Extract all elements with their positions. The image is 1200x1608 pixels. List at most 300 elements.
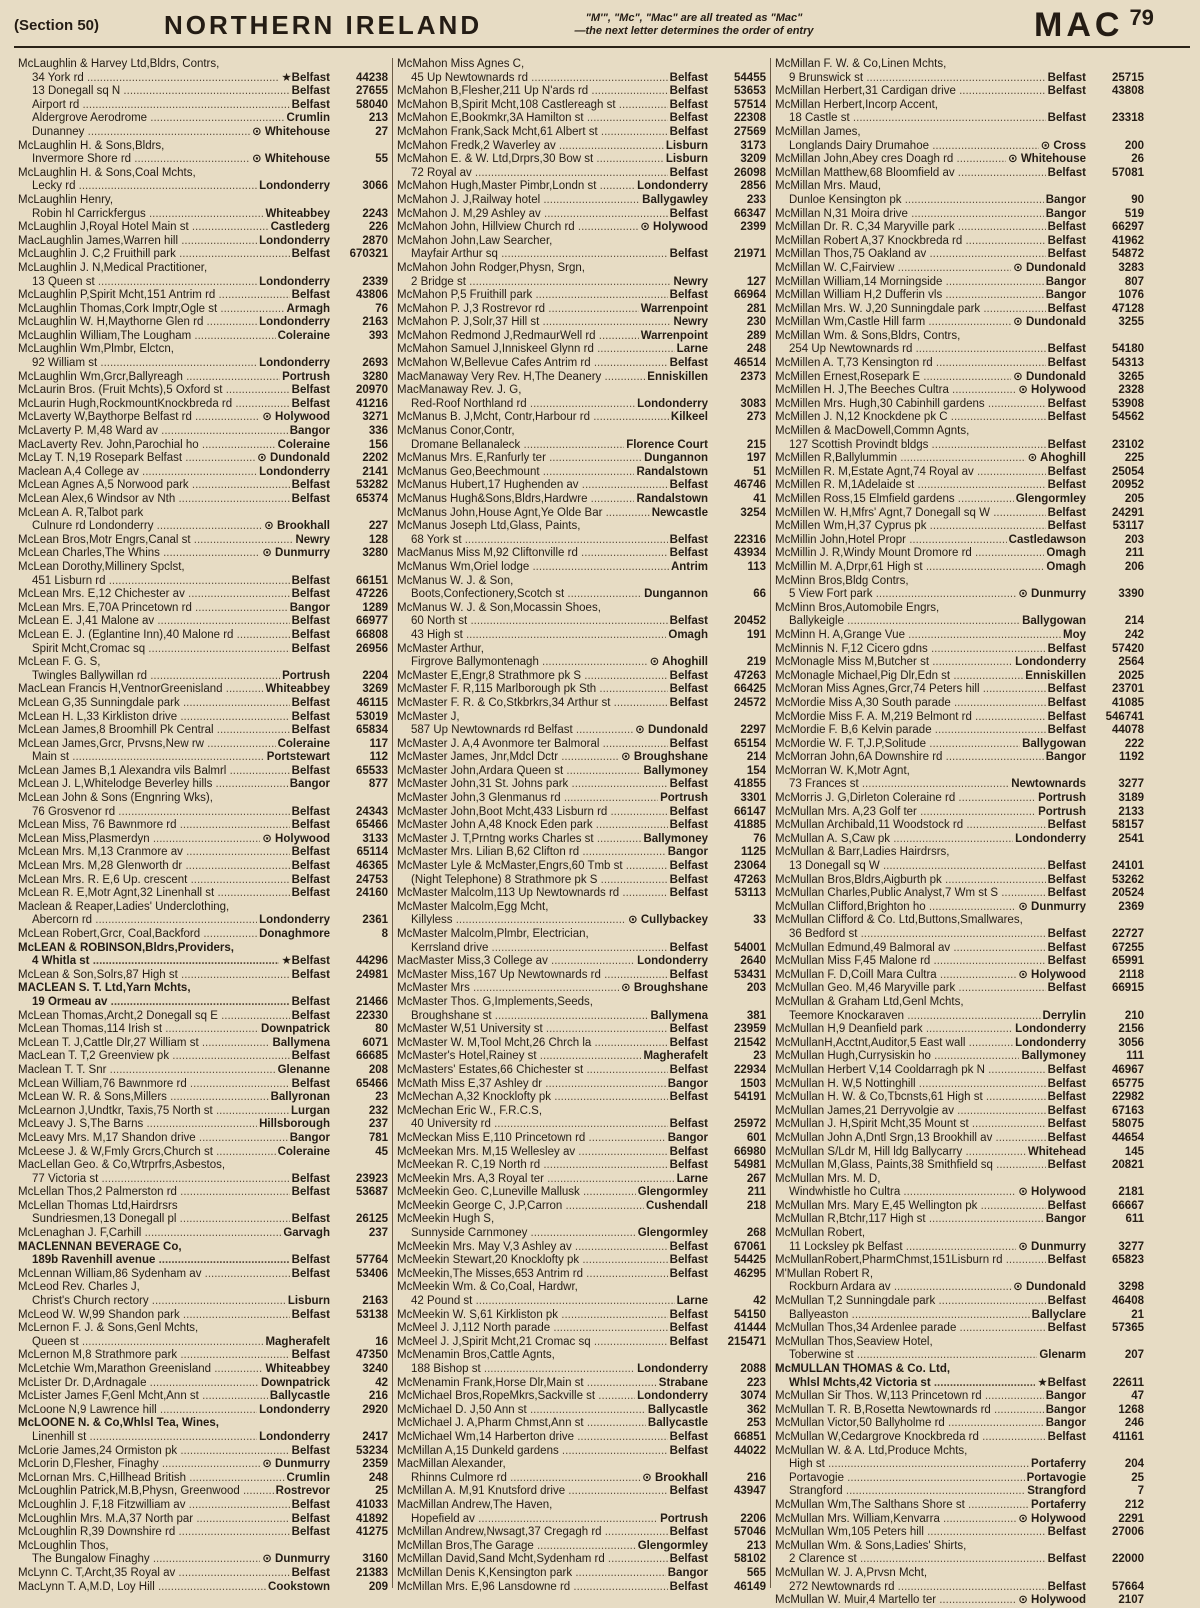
listing-line xyxy=(18,1581,388,1595)
listing-entry xyxy=(18,738,388,752)
listing-number: 209 xyxy=(368,1580,388,1593)
listing-entry xyxy=(775,1037,1144,1051)
listing-number: 47350 xyxy=(356,1349,388,1362)
listing-entry xyxy=(775,452,1144,466)
listing-entry xyxy=(775,167,1144,181)
listing-entry xyxy=(397,1513,766,1527)
listing-exchange: ⊙ Holywood xyxy=(262,832,330,845)
listing-line xyxy=(397,806,766,820)
listing-heading: McMullan & Graham Ltd,Genl Mchts, xyxy=(775,995,964,1008)
listing-exchange: Bangor xyxy=(289,778,330,791)
listing-exchange: Belfast xyxy=(1047,438,1086,451)
listing-line xyxy=(397,248,766,262)
listing-exchange: Belfast xyxy=(1047,520,1086,533)
listing-number: 76 xyxy=(375,302,388,315)
listing-name: McMaster F. R,115 Marlborough pk Sth ..... xyxy=(397,683,668,697)
listing-entry xyxy=(397,479,766,493)
listing-entry xyxy=(775,330,1144,344)
listing-line xyxy=(775,778,1144,792)
listing-name: Dunanney ..... xyxy=(32,126,250,140)
listing-number: 57664 xyxy=(1112,1580,1144,1593)
listing-exchange: Belfast xyxy=(669,1036,708,1049)
listing-exchange: Belfast xyxy=(1047,1526,1086,1539)
listing-line xyxy=(18,221,388,235)
listing-exchange: ⊙ Broughshane xyxy=(621,982,708,995)
listing-line xyxy=(397,1363,766,1377)
listing-number: 41275 xyxy=(356,1526,388,1539)
listing-name: McLorin D,Flesher, Finaghy ..... xyxy=(18,1458,260,1472)
listing-exchange: Crumlin xyxy=(286,1471,330,1484)
listing-number: 24160 xyxy=(356,887,388,900)
listing-exchange: Belfast xyxy=(291,1308,330,1321)
listing-exchange: Larne xyxy=(676,1295,708,1308)
listing-line xyxy=(18,1050,388,1064)
listing-entry xyxy=(18,670,388,684)
listing-exchange: Belfast xyxy=(291,384,330,397)
listing-name: McMinn H. A,Grange Vue ..... xyxy=(775,629,1061,643)
listing-line xyxy=(18,1037,388,1051)
listing-number: 113 xyxy=(747,560,766,573)
listing-exchange: Londonderry xyxy=(259,1430,330,1443)
listing-number: 66851 xyxy=(734,1430,766,1443)
listing-line xyxy=(18,493,388,507)
listing-entry xyxy=(397,58,766,72)
listing-exchange: Bangor xyxy=(667,846,708,859)
listing-entry xyxy=(775,724,1144,738)
listing-entry xyxy=(18,126,388,140)
listing-entry xyxy=(18,1078,388,1092)
listing-line xyxy=(397,1173,766,1187)
listing-line xyxy=(397,1567,766,1581)
listing-exchange: Belfast xyxy=(291,1566,330,1579)
listing-number: 66425 xyxy=(734,683,766,696)
listing-line xyxy=(18,1390,388,1404)
listing-entry xyxy=(397,248,766,262)
listing-entry xyxy=(397,1050,766,1064)
listing-number: 237 xyxy=(368,1227,388,1240)
listing-exchange: Belfast xyxy=(1047,941,1086,954)
listing-line xyxy=(397,969,766,983)
listing-name: (Night Telephone) 8 Strathmore pk S ..... xyxy=(411,874,668,888)
listing-exchange: Downpatrick xyxy=(260,1023,330,1036)
listing-number: 2339 xyxy=(362,275,388,288)
listing-name: McMahon Frank,Sack Mcht,61 Albert st ..... xyxy=(397,126,668,140)
listing-exchange: Omagh xyxy=(1046,560,1086,573)
listing-exchange: Glengormley xyxy=(1015,493,1086,505)
listing-exchange: Belfast xyxy=(1047,71,1086,84)
listing-number: 154 xyxy=(746,764,766,777)
listing-line xyxy=(775,1159,1144,1173)
listing-name: McMullan Wm,The Salthans Shore st ..... xyxy=(775,1499,1029,1513)
listing-exchange: Whiteabbey xyxy=(265,207,330,220)
listing-entry xyxy=(397,1132,766,1146)
listing-number: 3254 xyxy=(740,506,766,519)
ordering-note-line-1: "M'", "Mc", "Mac" are all treated as "Mac" xyxy=(585,12,803,24)
listing-number: 44654 xyxy=(1112,1131,1144,1144)
listing-entry xyxy=(775,1499,1144,1513)
listing-number: 41085 xyxy=(1112,696,1144,709)
listing-number: 205 xyxy=(1124,493,1144,505)
listing-line xyxy=(18,235,388,249)
listing-line xyxy=(18,1363,388,1377)
listing-line xyxy=(775,588,1144,602)
listing-name: McMullan H. W. & Co,Tbcnsts,61 High st ..... xyxy=(775,1091,1046,1105)
listing-entry xyxy=(775,846,1144,860)
listing-number: 145 xyxy=(1124,1145,1144,1158)
listing-entry xyxy=(397,1159,766,1173)
listing-exchange: ⊙ Dundonald xyxy=(635,724,708,737)
listing-name: MacLynn T. A,M.D, Loy Hill ..... xyxy=(18,1581,266,1595)
listing-line xyxy=(397,371,766,385)
listing-line xyxy=(18,357,388,371)
listing-exchange: ⊙ Holywood xyxy=(640,221,708,234)
listing-line xyxy=(18,846,388,860)
listing-name: MacManus Miss M,92 Cliftonville rd ..... xyxy=(397,547,668,561)
listing-entry xyxy=(775,1227,1144,1241)
listing-name: 272 Newtownards rd ..... xyxy=(789,1581,1046,1595)
listing-name: McLaverty W,Baythorpe Belfast rd ..... xyxy=(18,411,260,425)
listing-number: 16 xyxy=(375,1335,388,1348)
listing-heading: McMullan Robert, xyxy=(775,1227,866,1240)
listing-name: 72 Royal av ..... xyxy=(411,167,668,181)
listing-name: McLoone N,9 Lawrence hill ..... xyxy=(18,1404,257,1418)
listing-name: McMullan Thos,34 Ardenlee parade ..... xyxy=(775,1322,1046,1336)
listing-number: 807 xyxy=(1124,275,1144,288)
listing-line xyxy=(18,411,388,425)
listing-number: 273 xyxy=(746,411,766,424)
listing-name: McMullan Charles,Public Analyst,7 Wm st S ..... xyxy=(775,887,1046,901)
listing-heading: McLean F. G. S, xyxy=(18,656,101,669)
listing-heading: McManus W. J. & Son,Mocassin Shoes, xyxy=(397,601,601,614)
listing-number: 3255 xyxy=(1118,316,1144,329)
listing-entry xyxy=(397,1213,766,1227)
page-number: 79 xyxy=(1129,5,1154,30)
listing-exchange: Ballymoney xyxy=(643,832,708,845)
listing-name: Culnure rd Londonderry ..... xyxy=(32,520,262,534)
listing-line xyxy=(775,561,1144,575)
listing-exchange: Belfast xyxy=(1047,357,1086,370)
listing-line xyxy=(18,466,388,480)
listing-exchange: Ballymoney xyxy=(1021,1050,1086,1063)
listing-entry xyxy=(775,588,1144,602)
listing-exchange: Randalstown xyxy=(636,465,708,478)
listing-name: McMillen Wm,H,37 Cyprus pk ..... xyxy=(775,520,1046,534)
listing-line xyxy=(397,1023,766,1037)
listing-name: McLean Thomas,114 Irish st ..... xyxy=(18,1023,259,1037)
listing-number: 46149 xyxy=(734,1580,766,1593)
listing-line xyxy=(397,1377,766,1391)
listing-number: 519 xyxy=(1124,207,1144,220)
listing-number: 21383 xyxy=(356,1566,388,1579)
listing-name: McMeekin W. S,61 Kirkliston pk ..... xyxy=(397,1309,668,1323)
listing-line xyxy=(397,1241,766,1255)
listing-entry xyxy=(775,1105,1144,1119)
listing-entry xyxy=(397,1377,766,1391)
listing-number: 58102 xyxy=(734,1553,766,1566)
listing-number: 3390 xyxy=(1118,588,1144,601)
listing-entry xyxy=(775,697,1144,711)
listing-exchange: Kilkeel xyxy=(670,411,708,424)
listing-entry xyxy=(775,575,1144,589)
listing-name: McLeavy J. S,The Barns ..... xyxy=(18,1118,257,1132)
listing-heading: McMechan Eric W., F.R.C.S, xyxy=(397,1104,543,1117)
listing-number: 41 xyxy=(753,493,766,505)
listing-entry xyxy=(18,1322,388,1336)
listing-name: McMichael Bros,RopeMkrs,Sackville st ..... xyxy=(397,1390,635,1404)
listing-line xyxy=(18,1105,388,1119)
listing-number: 227 xyxy=(368,520,388,533)
listing-name: Maclean A,4 College av ..... xyxy=(18,466,257,480)
listing-exchange: Newry xyxy=(673,316,708,329)
listing-heading: McLOONE N. & Co,Whlsl Tea, Wines, xyxy=(18,1417,219,1430)
listing-entry xyxy=(18,1037,388,1051)
listing-number: 41962 xyxy=(1112,234,1144,247)
listing-line xyxy=(397,942,766,956)
listing-entry xyxy=(18,1200,388,1214)
listing-entry xyxy=(397,1336,766,1350)
listing-line xyxy=(18,874,388,888)
listing-number: 43806 xyxy=(356,289,388,302)
listing-exchange: Downpatrick xyxy=(260,1376,330,1389)
listing-entry xyxy=(18,1513,388,1527)
listing-entry xyxy=(18,575,388,589)
listing-heading: McLEAN & ROBINSON,Bldrs,Providers, xyxy=(18,941,234,954)
listing-number: 46514 xyxy=(734,357,766,370)
listing-exchange: Armagh xyxy=(286,302,330,315)
listing-name: McLoughlin R,39 Downshire rd ..... xyxy=(18,1526,290,1540)
listing-number: 90 xyxy=(1131,193,1144,206)
listing-entry xyxy=(775,1458,1144,1472)
listing-entry xyxy=(775,439,1144,453)
listing-entry xyxy=(18,140,388,154)
listing-line xyxy=(397,697,766,711)
listing-exchange: Belfast xyxy=(291,887,330,900)
listing-exchange: Belfast xyxy=(291,98,330,111)
listing-number: 3269 xyxy=(362,683,388,696)
listing-entry xyxy=(18,765,388,779)
listing-exchange: Londonderry xyxy=(637,1390,708,1403)
listing-line xyxy=(18,955,388,969)
listing-entry xyxy=(775,1336,1144,1350)
listing-exchange: Whitehead xyxy=(1027,1145,1086,1158)
listing-entry xyxy=(397,439,766,453)
listing-exchange: ⊙ Ahoghill xyxy=(1027,452,1086,465)
listing-number: 53406 xyxy=(356,1267,388,1280)
listing-entry xyxy=(775,711,1144,725)
listing-entry xyxy=(775,371,1144,385)
listing-exchange: Ballymoney xyxy=(643,764,708,777)
listing-number: 218 xyxy=(746,1199,766,1212)
listing-entry xyxy=(775,860,1144,874)
listing-number: 53653 xyxy=(734,85,766,98)
listing-exchange: Belfast xyxy=(1047,1091,1086,1104)
listing-name: Firgrove Ballymontenagh ..... xyxy=(411,656,648,670)
listing-entry xyxy=(18,357,388,371)
listing-name: McMullan Mrs. Mary E,45 Wellington pk ..... xyxy=(775,1200,1046,1214)
listing-entry xyxy=(18,901,388,915)
listing-number: 26 xyxy=(1131,153,1144,166)
listing-entry xyxy=(775,1322,1144,1336)
listing-number: 42 xyxy=(753,1295,766,1308)
listing-number: 3066 xyxy=(362,180,388,193)
listing-exchange: Londonderry xyxy=(259,357,330,370)
listing-exchange: Belfast xyxy=(1047,982,1086,995)
listing-exchange: Portavogie xyxy=(1026,1471,1086,1484)
listing-line xyxy=(775,1105,1144,1119)
listing-line xyxy=(397,1186,766,1200)
listing-entry xyxy=(397,112,766,126)
listing-entry xyxy=(18,520,388,534)
listing-entry xyxy=(18,1105,388,1119)
listing-number: 1289 xyxy=(362,601,388,614)
listing-name: McManus Hugh&Sons,Bldrs,Hardwre ..... xyxy=(397,493,634,507)
listing-name: McMillen Mrs. Hugh,30 Cabinhill gardens ..... xyxy=(775,398,1046,412)
listing-name: McMichael D. J,50 Ann st ..... xyxy=(397,1404,646,1418)
listing-exchange: Belfast xyxy=(669,860,708,873)
listing-exchange: Strangford xyxy=(1027,1485,1086,1498)
listing-name: McMillan Denis K,Kensington park ..... xyxy=(397,1567,666,1581)
listing-name: McLean E. J. (Eglantine Inn),40 Malone rd ..... xyxy=(18,629,290,643)
listing-entry xyxy=(775,1581,1144,1595)
listing-name: McLaughlin J. C,2 Fruithill park ..... xyxy=(18,248,290,262)
listing-line xyxy=(397,887,766,901)
listing-name: McMaster J. T,Prntng works Charles st ..... xyxy=(397,833,641,847)
listing-entry xyxy=(775,670,1144,684)
listing-entry xyxy=(397,221,766,235)
listing-entry xyxy=(775,806,1144,820)
listing-entry xyxy=(18,1581,388,1595)
listing-entry xyxy=(775,303,1144,317)
listing-entry xyxy=(775,833,1144,847)
listing-name: McMillan Wm,Castle Hill farm ..... xyxy=(775,316,1011,330)
listing-line xyxy=(775,928,1144,942)
listing-heading: McMenamin Bros,Cattle Agnts, xyxy=(397,1349,555,1362)
listing-name: McMillen R,Ballylummin ..... xyxy=(775,452,1026,466)
listing-line xyxy=(775,547,1144,561)
listing-number: 2373 xyxy=(740,370,766,383)
listing-line xyxy=(397,112,766,126)
listing-heading: McLean Dorothy,Millinery Spclst, xyxy=(18,560,185,573)
listing-line xyxy=(775,615,1144,629)
listing-number: 65466 xyxy=(356,1077,388,1090)
listing-exchange: Portrush xyxy=(282,370,330,383)
listing-entry xyxy=(397,711,766,725)
listing-exchange: Bangor xyxy=(1045,1403,1086,1416)
listing-name: McMillen A. T,73 Kensington rd ..... xyxy=(775,357,1046,371)
listing-number: 2163 xyxy=(362,1295,388,1308)
listing-number: 211 xyxy=(747,1186,766,1199)
listing-heading: McMullan Mrs. M. D, xyxy=(775,1172,881,1185)
listing-entry xyxy=(18,615,388,629)
listing-exchange: Belfast xyxy=(291,846,330,859)
listing-entry xyxy=(775,819,1144,833)
listing-number: 22316 xyxy=(734,533,766,546)
listing-name: McLaughlin William,The Lougham ..... xyxy=(18,330,276,344)
listing-line xyxy=(397,1200,766,1214)
listing-line xyxy=(18,72,388,86)
listing-number: 3160 xyxy=(362,1553,388,1566)
listing-entry xyxy=(397,180,766,194)
listing-name: McManus Mrs. E,Ranfurly ter ..... xyxy=(397,452,642,466)
listing-heading: McMorran W. K,Motr Agnt, xyxy=(775,764,910,777)
listing-number: 26956 xyxy=(356,642,388,655)
listing-entry xyxy=(775,615,1144,629)
listing-exchange: Bangor xyxy=(667,1566,708,1579)
listing-entry xyxy=(775,1567,1144,1581)
listing-exchange: Belfast xyxy=(291,1444,330,1457)
listing-line xyxy=(18,738,388,752)
listing-entry xyxy=(397,398,766,412)
listing-name: McMullan S/Ldr M, Hill ldg Ballycarry ..... xyxy=(775,1146,1026,1160)
listing-name: Airport rd ..... xyxy=(32,99,290,113)
listing-name: Sunnyside Carnmoney ..... xyxy=(411,1227,636,1241)
listing-name: 60 North st ..... xyxy=(411,615,668,629)
listing-exchange: ⊙ Dunmurry xyxy=(1018,900,1086,913)
listing-entry xyxy=(18,248,388,262)
listing-number: 281 xyxy=(746,302,766,315)
listing-name: McMillan Dr. R. C,34 Maryville park ..... xyxy=(775,221,1046,235)
listing-number: 54872 xyxy=(1112,248,1144,261)
listing-number: 3283 xyxy=(1118,261,1144,274)
listing-entry xyxy=(397,534,766,548)
listing-entry xyxy=(397,615,766,629)
listing-name: McMillan William,14 Morningside ..... xyxy=(775,276,1044,290)
listing-exchange: Belfast xyxy=(669,1322,708,1335)
listing-entry xyxy=(18,58,388,72)
listing-name: McMullan Bros,Bldrs,Aigburth pk ..... xyxy=(775,874,1046,888)
listing-line xyxy=(18,969,388,983)
listing-entry xyxy=(775,887,1144,901)
listing-line xyxy=(18,629,388,643)
listing-exchange: ⊙ Brookhall xyxy=(264,520,330,533)
listing-entry xyxy=(775,398,1144,412)
listing-line xyxy=(18,1186,388,1200)
listing-line xyxy=(775,1404,1144,1418)
listing-line xyxy=(397,1526,766,1540)
listing-exchange: ⊙ Dunmurry xyxy=(262,1553,330,1566)
listing-line xyxy=(775,1132,1144,1146)
listing-line xyxy=(775,167,1144,181)
listing-line xyxy=(397,955,766,969)
listing-heading: McMaster Malcolm,Plmbr, Electrician, xyxy=(397,928,589,940)
listing-exchange: Strabane xyxy=(658,1376,708,1389)
listing-entry xyxy=(775,384,1144,398)
listing-exchange: Belfast xyxy=(669,1308,708,1321)
listing-exchange: Bangor xyxy=(1045,1213,1086,1226)
listing-name: McManus John,House Agnt,Ye Olde Bar ..... xyxy=(397,507,650,521)
listing-name: McMaster W,51 University st ..... xyxy=(397,1023,668,1037)
listing-name: McLay T. N,19 Rosepark Belfast ..... xyxy=(18,452,255,466)
listing-number: 289 xyxy=(746,329,766,342)
listing-name: Boots,Confectionery,Scotch st ..... xyxy=(411,588,642,602)
listing-line xyxy=(18,1023,388,1037)
listing-entry xyxy=(397,1417,766,1431)
listing-name: McMullan Edmund,49 Balmoral av ..... xyxy=(775,942,1046,956)
listing-line xyxy=(775,398,1144,412)
listing-exchange: Belfast xyxy=(291,397,330,410)
listing-exchange: Belfast xyxy=(291,1498,330,1511)
listing-heading: McMaster Thos. G,Implements,Seeds, xyxy=(397,995,593,1008)
listing-entry xyxy=(775,561,1144,575)
listing-name: McMillan William H,2 Dufferin vls ..... xyxy=(775,289,1044,303)
listing-line xyxy=(397,819,766,833)
listing-exchange: Ballycastle xyxy=(647,1403,708,1416)
listing-number: 54180 xyxy=(1112,343,1144,356)
listing-name: 254 Up Newtownards rd ..... xyxy=(789,343,1046,357)
listing-heading: McMullan Thos,Seaview Hotel, xyxy=(775,1335,933,1348)
listing-number: 246 xyxy=(1124,1417,1144,1430)
listing-number: 23959 xyxy=(734,1023,766,1036)
